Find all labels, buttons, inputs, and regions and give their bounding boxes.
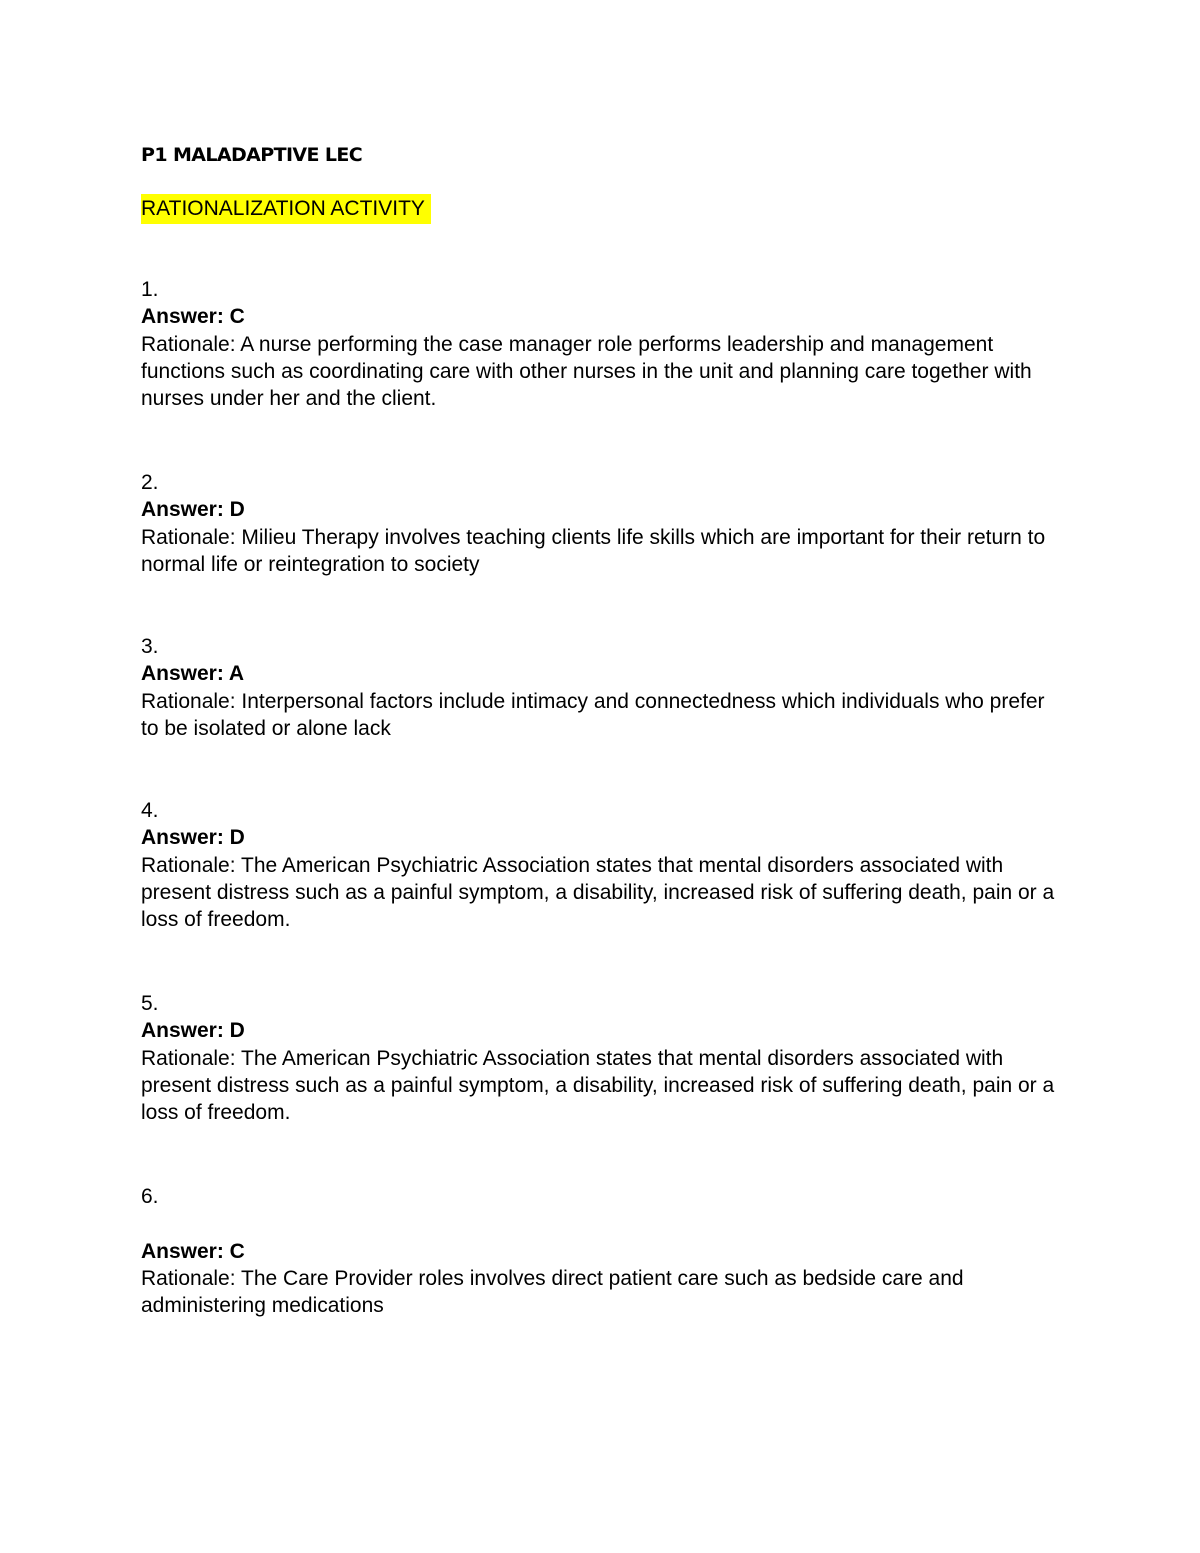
answer-label: Answer: D xyxy=(141,498,245,522)
question-item-1 xyxy=(141,276,1061,412)
question-number: 1. xyxy=(141,278,159,301)
question-item-4 xyxy=(141,797,1061,933)
answer-label: Answer: D xyxy=(141,1019,245,1043)
blank-line xyxy=(141,1210,1061,1237)
question-item-3 xyxy=(141,633,1061,742)
question-number: 3. xyxy=(141,635,159,658)
document-title: P1 MALADAPTIVE LEC xyxy=(141,144,363,166)
rationale-text: Rationale: Interpersonal factors include intimacy and connectedness which individuals who prefer to be isolated or alone lack xyxy=(141,689,1045,740)
rationale-text: Rationale: The American Psychiatric Association states that mental disorders associated with present distress such as a painful symptom, a disability, increased risk of suffering death, pain or a loss of freedom. xyxy=(141,853,1055,932)
question-number: 5. xyxy=(141,992,159,1015)
question-number: 6. xyxy=(141,1185,159,1208)
question-item-6 xyxy=(141,1183,1061,1319)
answer-label: Answer: D xyxy=(141,826,245,850)
answer-label: Answer: C xyxy=(141,1239,245,1263)
rationale-text: Rationale: The American Psychiatric Association states that mental disorders associated with present distress such as a painful symptom, a disability, increased risk of suffering death, pain or a loss of freedom. xyxy=(141,1046,1055,1125)
rationale-text: Rationale: A nurse performing the case manager role performs leadership and management functions such as coordinating care with other nurses in the unit and planning care together with nurses under her and the client. xyxy=(141,332,1032,411)
question-number: 4. xyxy=(141,799,159,822)
activity-heading: RATIONALIZATION ACTIVITY xyxy=(141,194,431,224)
question-number: 2. xyxy=(141,471,159,494)
question-item-2 xyxy=(141,469,1061,578)
answer-label: Answer: C xyxy=(141,305,245,329)
question-item-5 xyxy=(141,990,1061,1126)
rationale-text: Rationale: Milieu Therapy involves teaching clients life skills which are important for their return to normal life or reintegration to society xyxy=(141,525,1046,576)
rationale-text: Rationale: The Care Provider roles involves direct patient care such as bedside care and administering medications xyxy=(141,1266,964,1318)
answer-label: Answer: A xyxy=(141,662,245,686)
